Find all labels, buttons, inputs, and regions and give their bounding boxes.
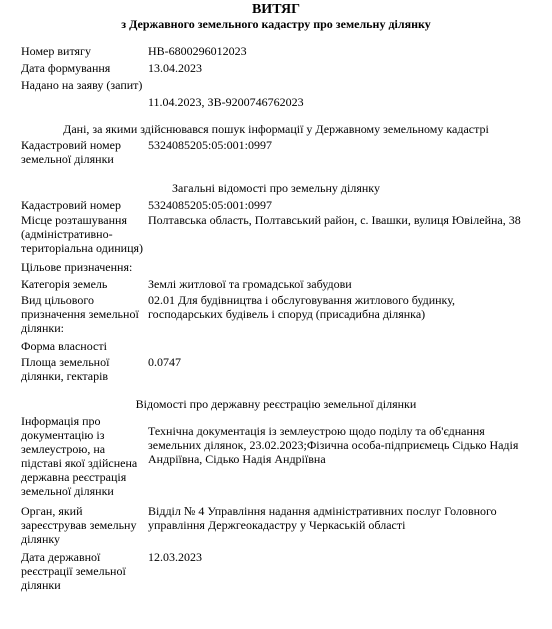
registration-date-label xyxy=(21,550,145,592)
category-value: Землі житлової та громадської забудови xyxy=(148,277,352,291)
label-line: державна реєстрація xyxy=(21,470,127,484)
label-line: земельної ділянки xyxy=(21,152,114,166)
value-line: 02.01 Для будівництва і обслуговування житлового будинку, xyxy=(148,293,456,307)
documentation-label xyxy=(21,414,145,498)
label-line: Площа земельної xyxy=(21,355,110,369)
general-cadastral-value: 5324085205:05:001:0997 xyxy=(148,198,273,212)
location-label xyxy=(21,213,145,255)
value-line: Андріївна, Сідько Надія Андріївна xyxy=(148,452,326,466)
label-line: зареєстрував земельну xyxy=(21,518,137,532)
area-label xyxy=(21,355,145,383)
location-value: Полтавська область, Полтавський район, с. Івашки, вулиця Ювілейна, 38 xyxy=(148,213,521,227)
label-line: Дата державної xyxy=(21,550,101,564)
value-line: Технічна документація із землеустрою щодо поділу та об'єднання xyxy=(148,424,485,438)
label-line: Орган, який xyxy=(21,504,83,518)
label-line: Вид цільового xyxy=(21,293,94,307)
label-line: документацію із xyxy=(21,428,105,442)
request-value: 11.04.2023, ЗВ-9200746762023 xyxy=(148,95,304,109)
label-line: (адміністративно- xyxy=(21,227,113,241)
label-line: ділянки: xyxy=(21,321,64,335)
category-label: Категорія земель xyxy=(21,277,108,291)
value-line: управління Держгеокадастру у Черкаській області xyxy=(148,518,406,532)
document-title: ВИТЯГ xyxy=(251,2,301,17)
formation-date-value: 13.04.2023 xyxy=(148,61,202,75)
organ-value xyxy=(148,504,544,532)
label-line: земельної ділянки xyxy=(21,484,114,498)
label-line: призначення земельної xyxy=(21,307,139,321)
general-heading: Загальні відомості про земельну ділянку xyxy=(172,181,380,195)
area-value: 0.0747 xyxy=(148,355,181,369)
search-cadastral-label xyxy=(21,138,145,166)
formation-date-label: Дата формування xyxy=(21,61,111,75)
ownership-label: Форма власності xyxy=(21,339,107,353)
label-line: територіальна одиниця) xyxy=(21,241,144,255)
purpose-label: Цільове призначення: xyxy=(21,260,133,274)
label-line: землеустрою, на xyxy=(21,442,106,456)
label-line: ділянки, гектарів xyxy=(21,369,109,383)
label-line: Місце розташування xyxy=(21,213,127,227)
extract-number-value: НВ-6800296012023 xyxy=(148,44,247,58)
extract-number-label: Номер витягу xyxy=(21,44,91,58)
label-line: Кадастровий номер xyxy=(21,138,121,152)
label-line: реєстрації земельної xyxy=(21,564,126,578)
search-heading: Дані, за якими здійснювався пошук інформації у Державному земельному кадастрі xyxy=(63,122,489,136)
document-subtitle: з Державного земельного кадастру про земельну ділянку xyxy=(121,17,431,31)
general-cadastral-label: Кадастровий номер xyxy=(21,198,121,212)
request-label: Надано на заяву (запит) xyxy=(21,78,143,92)
label-line: Інформація про xyxy=(21,414,101,428)
use-type-label xyxy=(21,293,145,335)
organ-label xyxy=(21,504,145,546)
label-line: ділянку xyxy=(21,532,61,546)
registration-date-value: 12.03.2023 xyxy=(148,550,202,564)
value-line: Відділ № 4 Управління надання адміністративних послуг Головного xyxy=(148,504,497,518)
value-line: земельних ділянок, 23.02.2023;Фізична особа-підприємець Сідько Надія xyxy=(148,438,519,452)
value-line: господарських будівель і споруд (присадибна ділянка) xyxy=(148,307,426,321)
documentation-value xyxy=(148,424,544,466)
search-cadastral-value: 5324085205:05:001:0997 xyxy=(148,138,273,152)
use-type-value xyxy=(148,293,544,321)
label-line: підставі якої здійснена xyxy=(21,456,138,470)
label-line: ділянки xyxy=(21,578,61,592)
registration-heading: Відомості про державну реєстрацію земельної ділянки xyxy=(135,397,417,411)
